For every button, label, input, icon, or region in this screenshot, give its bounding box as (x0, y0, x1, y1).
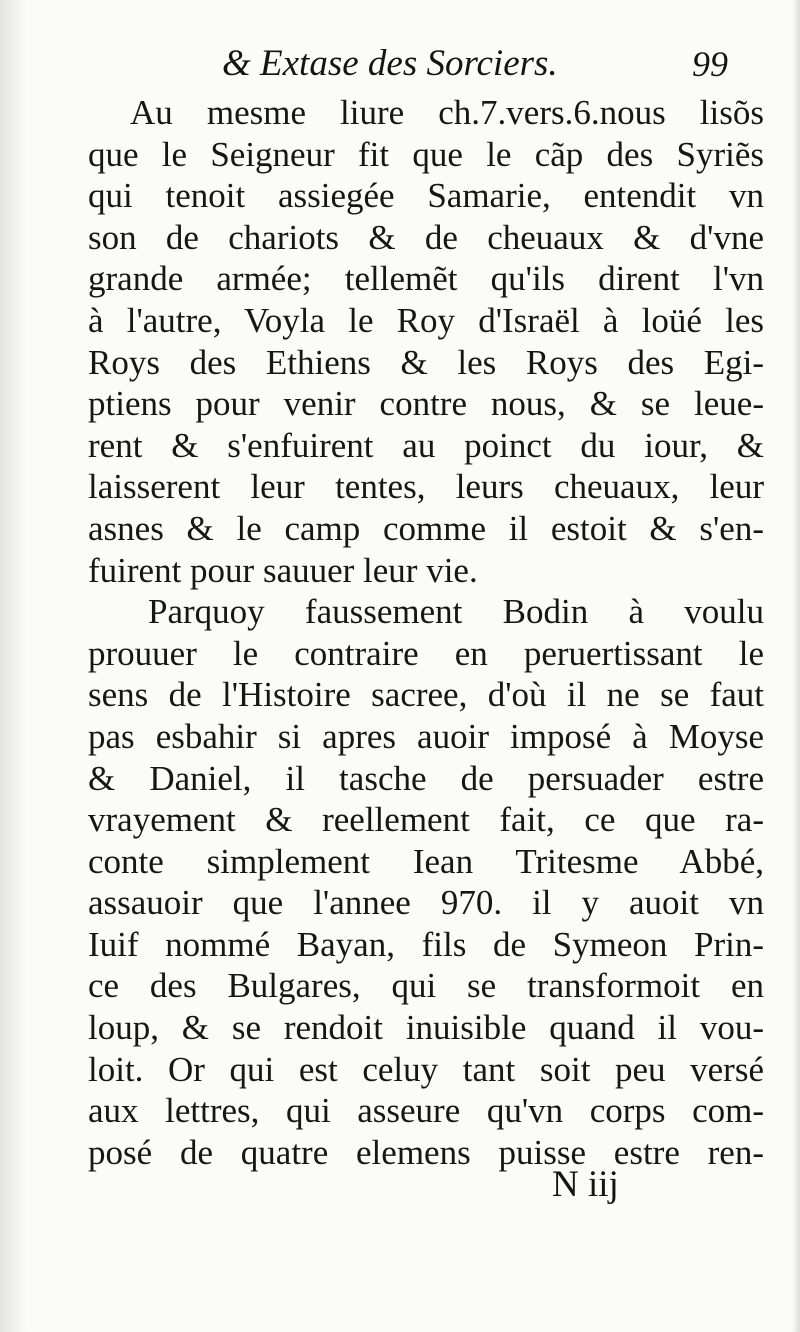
signature-mark: N iij (552, 1164, 619, 1205)
running-head (0, 34, 800, 94)
text-line: Parquoy faussement Bodin à voulu (148, 592, 764, 632)
text-line: son de chariots & de cheuaux & d'vne (88, 217, 764, 257)
text-line: grande armée; tellemẽt qu'ils dirent l'vn (88, 259, 764, 299)
page-edge-shading (792, 0, 800, 1332)
text-line: sens de l'Histoire sacree, d'où il ne se faut (88, 675, 764, 715)
text-line: pas esbahir si apres auoir imposé à Moyse (88, 716, 764, 756)
text-line: laisserent leur tentes, leurs cheuaux, leur (88, 467, 764, 507)
text-line: Iuif nommé Bayan, fils de Symeon Prin- (88, 924, 764, 964)
text-line: ce des Bulgares, qui se transformoit en (88, 966, 764, 1006)
text-line: loup, & se rendoit inuisible quand il vou- (88, 1008, 764, 1048)
text-line: asnes & le camp comme il estoit & s'en- (88, 508, 764, 548)
text-line: Roys des Ethiens & les Roys des Egi- (88, 342, 764, 382)
text-line: assauoir que l'annee 970. il y auoit vn (88, 883, 764, 923)
page-gutter-shading (0, 0, 26, 1332)
body-text (88, 92, 764, 1173)
page-number: 99 (692, 44, 728, 84)
text-line: ptiens pour venir contre nous, & se leue- (88, 384, 764, 424)
running-title: & Extase des Sorciers. (222, 43, 558, 84)
text-line: à l'autre, Voyla le Roy d'Israël à loüé les (88, 300, 764, 340)
text-line: & Daniel, il tasche de persuader estre (88, 758, 764, 798)
text-line: posé de quatre elemens puisse estre ren- (88, 1132, 764, 1172)
text-line: vrayement & reellement fait, ce que ra- (88, 800, 764, 840)
text-line: loit. Or qui est celuy tant soit peu versé (88, 1049, 764, 1089)
text-line: fuirent pour sauuer leur vie. (88, 550, 478, 590)
text-line: conte simplement Iean Tritesme Abbé, (88, 841, 764, 881)
text-line: Au mesme liure ch.7.vers.6.nous lisõs (130, 93, 764, 132)
text-line: rent & s'enfuirent au poinct du iour, & (88, 425, 764, 465)
text-line: qui tenoit assiegée Samarie, entendit vn (88, 176, 764, 216)
text-line: que le Seigneur fit que le cãp des Syriẽs (88, 134, 764, 174)
text-line: aux lettres, qui asseure qu'vn corps com- (88, 1091, 764, 1131)
text-line: prouuer le contraire en peruertissant le (88, 633, 764, 673)
